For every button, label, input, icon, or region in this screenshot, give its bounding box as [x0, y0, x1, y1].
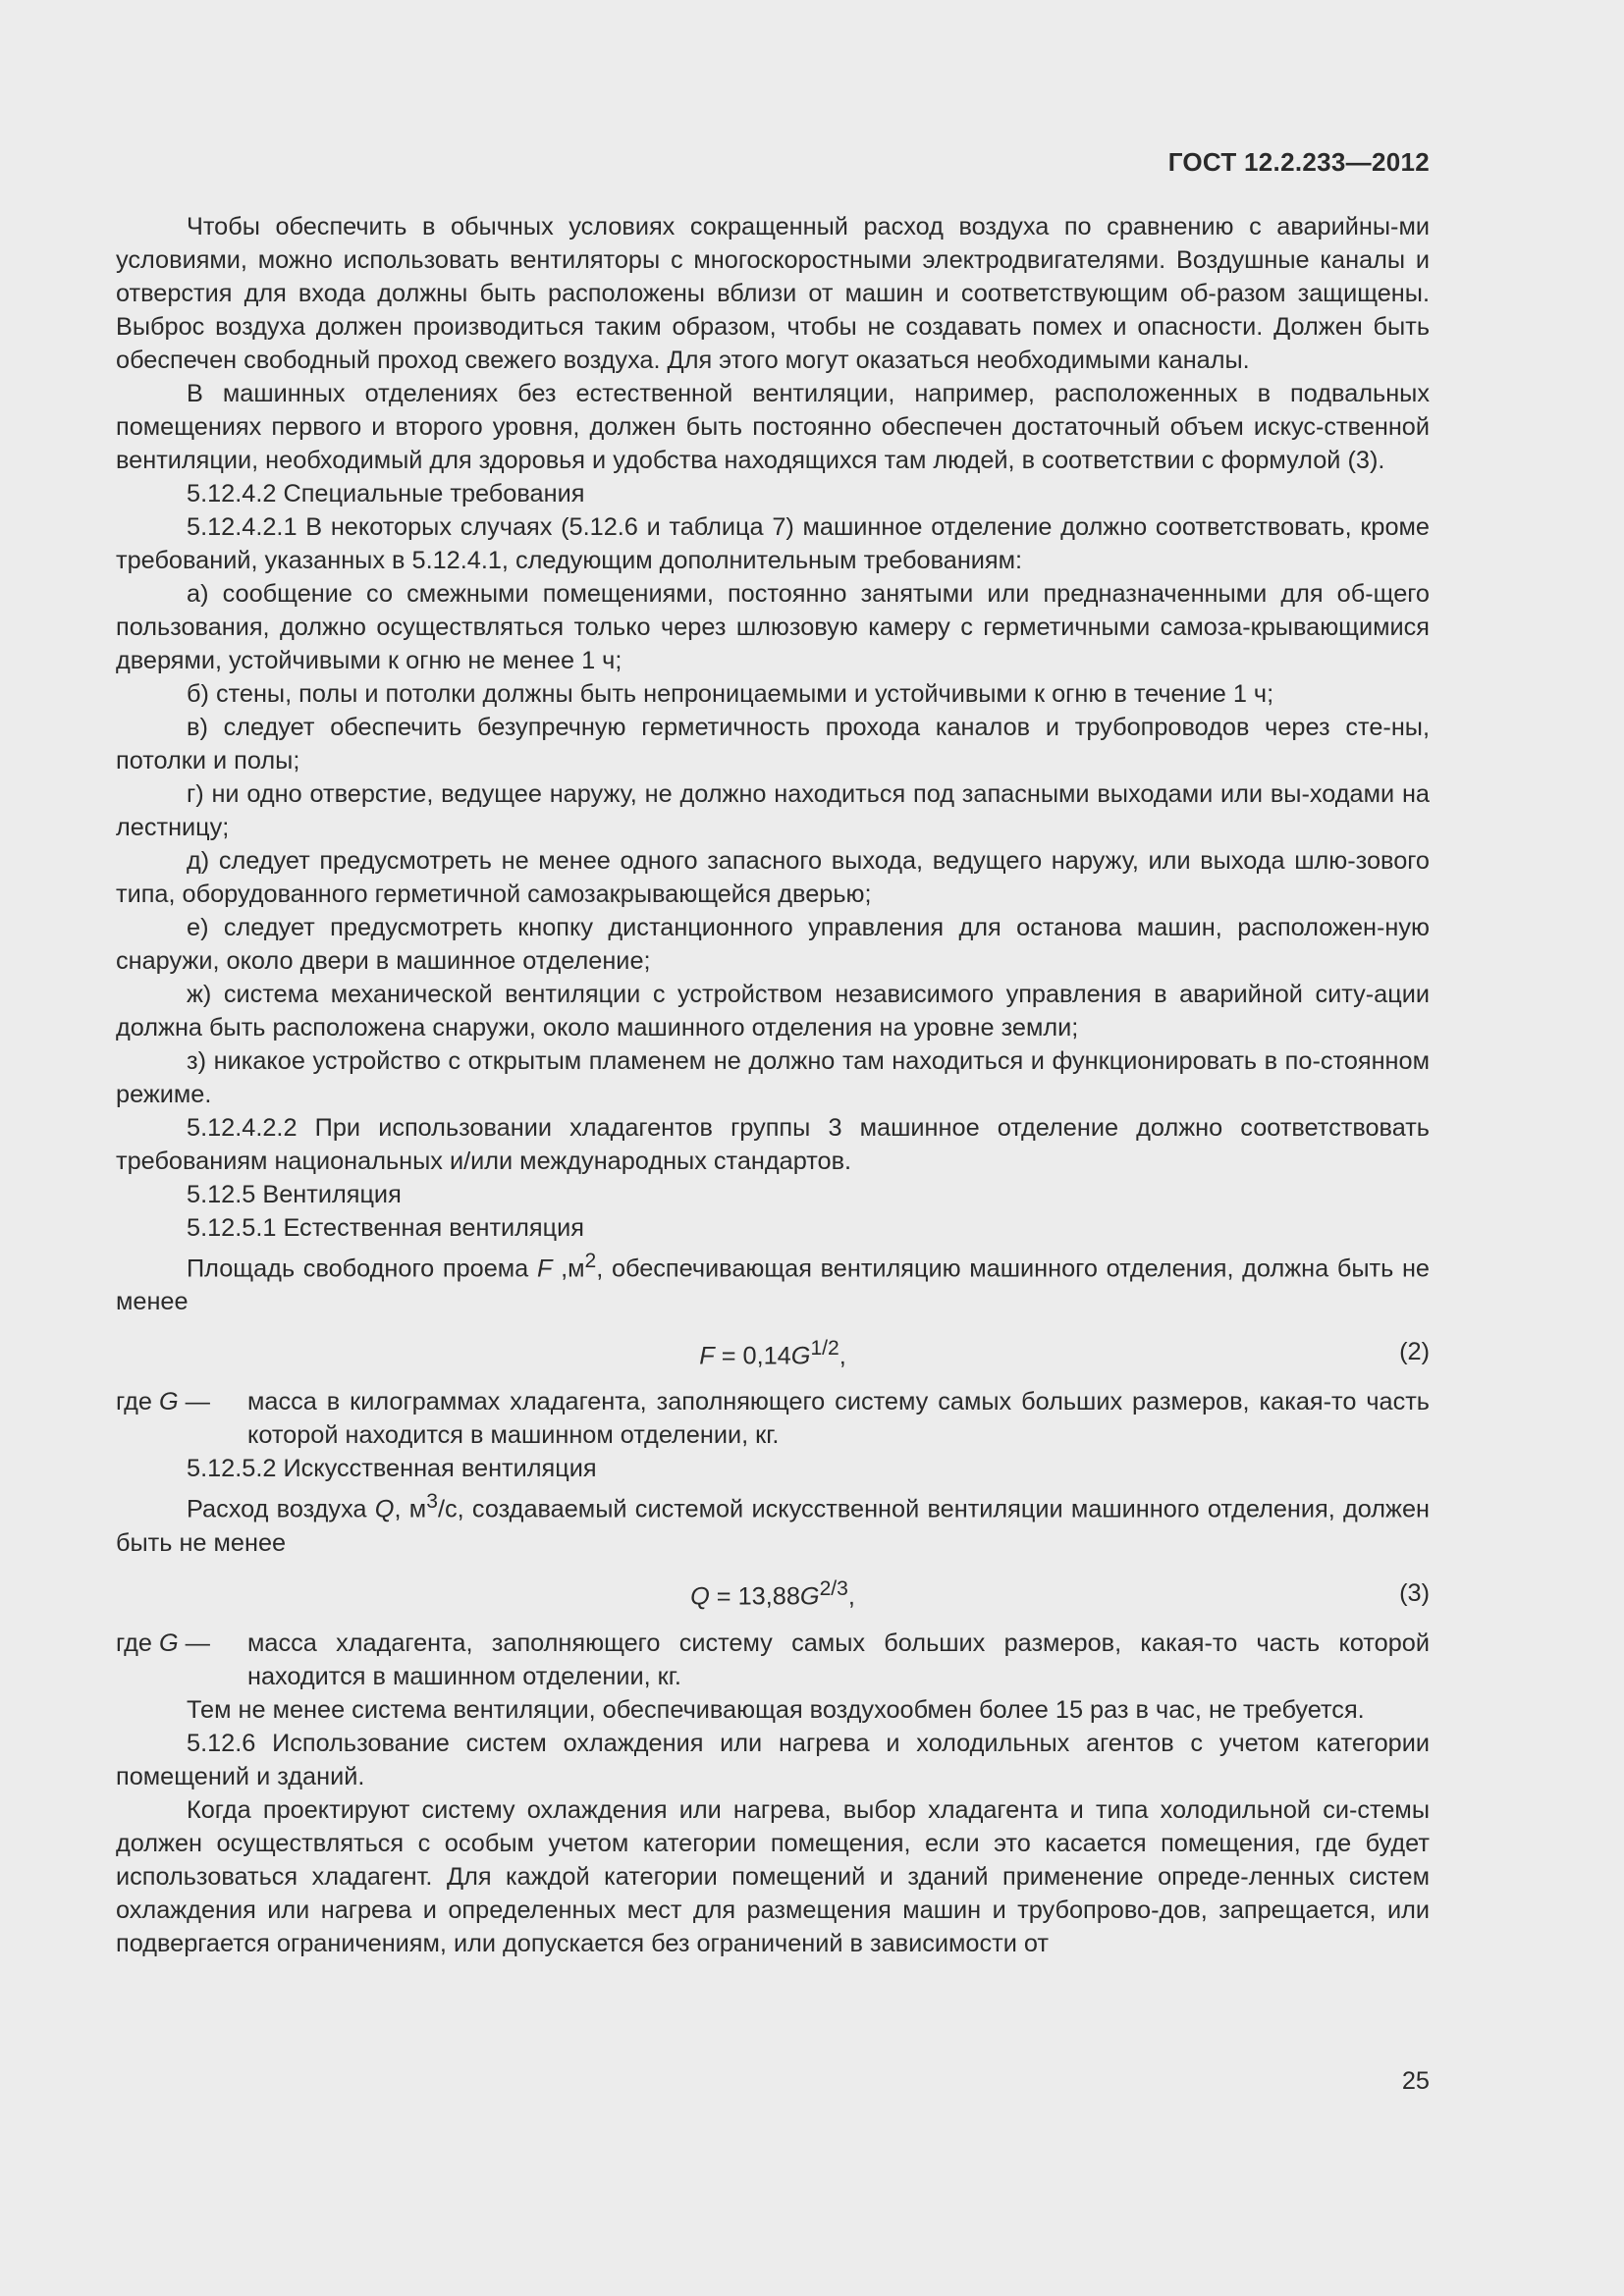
paragraph-ventilation-fans: Чтобы обеспечить в обычных условиях сокращенный расход воздуха по сравнению с аварийны-ми условиями, можно использовать вентиляторы с многоскоростными электродвигателями. Воздушные каналы и отверстия для входа должны быть расположены вблизи от машин и соответствующим об-разом защищены. Выброс воздуха должен производиться таким образом, чтобы не создавать помех и опасности. Должен быть обеспечен свободный проход свежего воздуха. Для этого могут оказаться необходимыми каналы. [116, 213, 1430, 374]
text-fragment: , обеспечивающая вентиляцию машинного отделения, должна быть не менее [116, 1255, 1430, 1316]
list-item-e: е) следует предусмотреть кнопку дистанционного управления для останова машин, расположен-ную снаружи, около двери в машинное отделение; [116, 914, 1430, 975]
list-item-d: д) следует предусмотреть не менее одного запасного выхода, ведущего наружу, или выхода шлю-зового типа, оборудованного герметичной самозакрывающейся дверью; [116, 847, 1430, 908]
variable-q: Q [374, 1495, 395, 1523]
formula-tail: , [839, 1342, 846, 1370]
where-clause-2 [116, 1385, 1430, 1452]
variable-f: F [536, 1255, 553, 1283]
where-text: масса в килограммах хладагента, заполняющего систему самых больших размеров, какая-то часть которой находится в машинном отделении, кг. [247, 1388, 1430, 1450]
paragraph-air-exchange: Тем не менее система вентиляции, обеспечивающая воздухообмен более 15 раз в час, не требуется. [187, 1695, 1365, 1724]
where-variable: G [158, 1629, 179, 1657]
formula-lhs: F [699, 1342, 715, 1370]
paragraph-system-design: Когда проектируют систему охлаждения или нагрева, выбор хладагента и типа холодильной си-стемы должен осуществляться с особым учетом категории помещения, если это касается помещения, где будет использоваться хладагент. Для каждой категории помещений и зданий применение опреде-ленных систем охлаждения или нагрева и определенных мест для размещения машин и трубопрово-дов, запрещается, или подвергается ограничениям, или допускается без ограничений в зависимости от [116, 1795, 1430, 1957]
text-fragment: Расход воздуха [187, 1495, 375, 1523]
where-clause-3 [116, 1627, 1430, 1693]
document-body [116, 210, 1430, 1960]
formula-2-number: (2) [1399, 1338, 1430, 1366]
formula-3-number: (3) [1399, 1578, 1430, 1607]
page-number: 25 [1401, 2067, 1430, 2095]
list-item-z: з) никакое устройство с открытым пламенем не должно там находиться и функционировать в по-стоянном режиме. [116, 1047, 1430, 1108]
formula-variable: G [799, 1582, 820, 1611]
formula-tail: , [847, 1582, 855, 1611]
list-item-a: а) сообщение со смежными помещениями, постоянно занятыми или предназначенными для об-щего пользования, должно осуществляться только через шлюзовую камеру с герметичными самоза-крывающимися дверями, устойчивыми к огню не менее 1 ч; [116, 580, 1430, 674]
paragraph-basement-rooms: В машинных отделениях без естественной вентиляции, например, расположенных в подвальных помещениях первого и второго уровня, должен быть постоянно обеспечен достаточный объем искус-ственной вентиляции, необходимый для здоровья и удобства находящихся там людей, в соответствии с формулой (3). [116, 380, 1430, 474]
text-fragment: Площадь свободного проема [187, 1255, 537, 1283]
section-5-12-5-2-heading: 5.12.5.2 Искусственная вентиляция [187, 1455, 597, 1483]
paragraph-5-12-4-2-1: 5.12.4.2.1 В некоторых случаях (5.12.6 и таблица 7) машинное отделение должно соответствовать, кроме требований, указанных в 5.12.4.1, следующим дополнительным требованиям: [116, 513, 1430, 574]
paragraph-air-flow [116, 1485, 1430, 1559]
formula-3 [116, 1560, 1430, 1627]
section-5-12-5-heading: 5.12.5 Вентиляция [187, 1181, 402, 1208]
formula-variable: G [790, 1342, 811, 1370]
list-item-g: г) ни одно отверстие, ведущее наружу, не должно находиться под запасными выходами или вы-ходами на лестницу; [116, 780, 1430, 841]
formula-2-expression [699, 1332, 846, 1372]
paragraph-5-12-6: 5.12.6 Использование систем охлаждения или нагрева и холодильных агентов с учетом категории помещений и зданий. [116, 1729, 1430, 1790]
unit-exponent: 3 [426, 1490, 438, 1514]
section-5-12-4-2-heading: 5.12.4.2 Специальные требования [187, 480, 585, 507]
text-fragment: /с, создаваемый системой искусственной вентиляции машинного отделения, должен быть не менее [116, 1495, 1431, 1557]
formula-2 [116, 1318, 1430, 1385]
formula-coefficient: = 0,14 [714, 1342, 791, 1370]
where-label [116, 1627, 247, 1693]
unit-text: ,м [552, 1255, 585, 1283]
where-prefix: где [116, 1629, 159, 1657]
formula-exponent: 1/2 [810, 1336, 839, 1360]
formula-coefficient: = 13,88 [709, 1582, 800, 1611]
unit-text: , м [394, 1495, 427, 1523]
where-variable: G [158, 1388, 179, 1416]
paragraph-free-opening-area [116, 1245, 1430, 1318]
where-label [116, 1385, 247, 1452]
section-5-12-5-1-heading: 5.12.5.1 Естественная вентиляция [187, 1214, 584, 1242]
where-dash: — [178, 1629, 210, 1657]
paragraph-5-12-4-2-2: 5.12.4.2.2 При использовании хладагентов группы 3 машинное отделение должно соответствовать требованиям национальных и/или международных стандартов. [116, 1114, 1430, 1175]
standard-header: ГОСТ 12.2.233—2012 [1167, 147, 1430, 177]
formula-3-expression [690, 1573, 855, 1613]
where-dash: — [178, 1388, 210, 1416]
where-prefix: где [116, 1388, 159, 1416]
list-item-b: б) стены, полы и потолки должны быть непроницаемыми и устойчивыми к огню в течение 1 ч; [187, 680, 1274, 708]
formula-lhs: Q [690, 1582, 710, 1611]
formula-exponent: 2/3 [819, 1577, 848, 1601]
where-text: масса хладагента, заполняющего систему самых больших размеров, какая-то часть которой находится в машинном отделении, кг. [247, 1629, 1430, 1690]
list-item-zh: ж) система механической вентиляции с устройством независимого управления в аварийной ситу-ации должна быть расположена снаружи, около машинного отделения на уровне земли; [116, 981, 1430, 1041]
unit-exponent: 2 [584, 1250, 597, 1272]
list-item-v: в) следует обеспечить безупречную герметичность прохода каналов и трубопроводов через сте-ны, потолки и полы; [116, 714, 1430, 774]
